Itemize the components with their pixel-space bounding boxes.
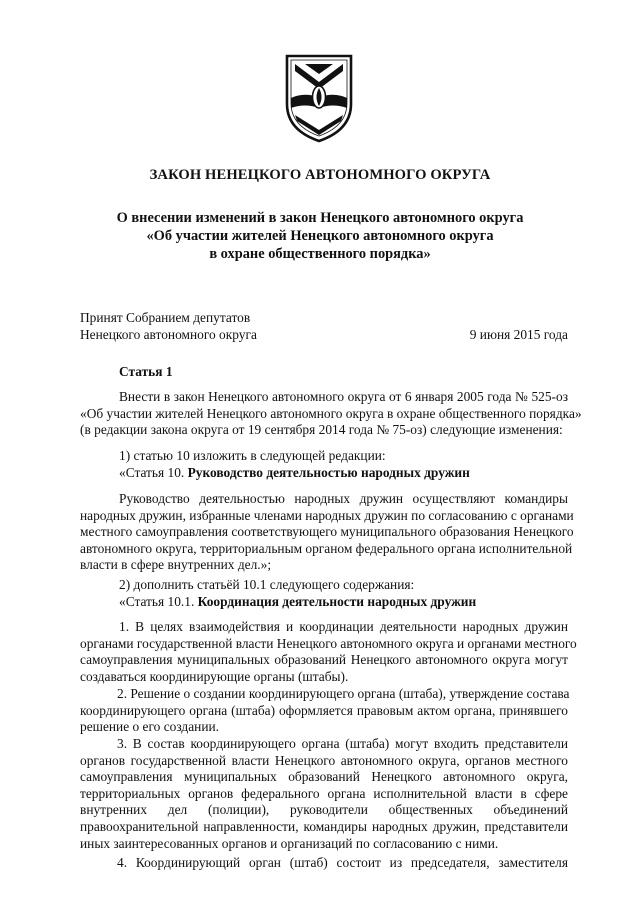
article-heading: Статья 1 bbox=[119, 364, 173, 379]
article-10-text: Руководство деятельностью народных дружин осуществляют командиры народных дружин, избранные членами народных дружин по согласованию с органами местного самоуправления соответствующего муниципального образования Ненецкого автономного округа, территориальным органом федерального органа исполнительной власти в сфере внутренних дел.»; bbox=[80, 491, 574, 573]
article-10-1-title: Координация деятельности народных дружин bbox=[197, 593, 477, 609]
item-2: 2) дополнить статьёй 10.1 следующего содержания: «Статья 10.1. Координация деятельности народных дружин bbox=[119, 577, 477, 609]
intro-paragraph: Внести в закон Ненецкого автономного округа от 6 января 2005 года № 525-оз «Об участии жителей Ненецкого автономного округа в охране общественного порядка» (в редакции закона округа от 19 сентября 2014 года № 75-оз) следующие изменения: bbox=[80, 389, 582, 438]
article-10-title: Руководство деятельностью народных дружин bbox=[187, 464, 470, 480]
paragraph-4: 4. Координирующий орган (штаб) состоит из председателя, заместителя bbox=[117, 855, 568, 870]
law-title: ЗАКОН НЕНЕЦКОГО АВТОНОМНОГО ОКРУГА bbox=[149, 167, 491, 183]
item-1: 1) статью 10 изложить в следующей редакции: «Статья 10. Руководство деятельностью народных дружин bbox=[119, 448, 470, 480]
paragraph-2: 2. Решение о создании координирующего органа (штаба), утверждение состава координирующего органа (штаба) оформляется правовым актом органа, принявшего решение о его создании. bbox=[80, 686, 570, 735]
paragraph-1: 1. В целях взаимодействия и координации деятельности народных дружин органами государственной власти Ненецкого автономного округа и органами местного самоуправления муниципальных образований Ненецкого автономного округа могут создаваться координирующие органы (штабы). bbox=[80, 619, 577, 684]
adoption-info: Принят Собранием депутатов Ненецкого автономного округа 9 июня 2015 года bbox=[80, 310, 568, 342]
law-subtitle: О внесении изменений в закон Ненецкого автономного округа «Об участии жителей Ненецкого автономного округа в охране общественного порядка» bbox=[116, 210, 524, 262]
adoption-date: 9 июня 2015 года bbox=[469, 326, 568, 342]
paragraph-3: 3. В состав координирующего органа (штаба) могут входить представители органов государственной власти Ненецкого автономного округа, органов местного самоуправления муниципальных образований Ненецкого автономного округа, территориальных органов федерального органа исполнительной власти в сфере внутренних дел (полиции), руководители общественных объединений правоохранительной направленности, командиры народных дружин, представители иных заинтересованных органов и организаций по согласованию с ними. bbox=[80, 736, 568, 851]
coat-of-arms-icon bbox=[283, 52, 355, 144]
